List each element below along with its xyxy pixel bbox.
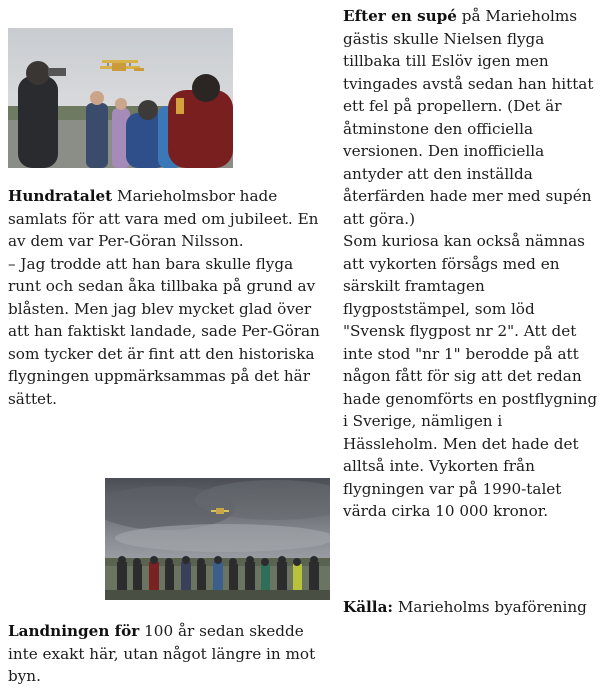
source-paragraph — [343, 596, 603, 619]
paragraph-landningen — [8, 620, 326, 688]
photo-crowd-airfield — [105, 478, 330, 600]
photo-spectators-biplane — [8, 28, 233, 168]
lead-text: på Marieholms gästis skulle Nielsen flyga tillbaka till Eslöv igen men tvingades avstå sedan han hittat ett fel på propellern. (Det är åtminstone den officiella versionen. Den inofficiella antyder att den inställda återfärden hade mer med supén att göra.) — [343, 7, 594, 228]
lead-bold: Efter en supé — [343, 7, 457, 25]
source-value: Marieholms byaförening — [393, 598, 587, 616]
paragraph-kuriosa: Som kuriosa kan också nämnas att vykorten försågs med en särskilt framtagen flygpoststämpel, som löd "Svensk flygpost nr 2". Att det inte stod "nr 1" berodde på att någon fått för sig att det redan hade genomförts en postflygning i Sverige, nämligen i Hässleholm. Men det hade det alltså inte. Vykorten från flygningen var på 1990-talet värda cirka 10 000 kronor. — [343, 232, 598, 520]
lead-text: Marieholmsbor hade samlats för att vara med om jubileet. En av dem var Per-Göran Nilsson. — [8, 187, 319, 250]
paragraph-hundratalet — [8, 185, 326, 253]
paragraph-efter-supe — [343, 5, 599, 230]
article-right-text — [343, 5, 599, 523]
article-left-bottom-text — [8, 620, 326, 688]
quote-paragraph: – Jag trodde att han bara skulle flyga runt och sedan åka tillbaka på grund av blåsten. Men jag blev mycket glad över att han faktiskt landade, sade Per-Göran som tycker det är fint att den historiska flygningen uppmärksammas på det här sättet. — [8, 254, 320, 408]
lead-bold: Landningen för — [8, 622, 140, 640]
article-left-text — [8, 185, 326, 410]
lead-bold: Hundratalet — [8, 187, 113, 205]
lead-text: 100 år sedan skedde inte exakt här, utan något längre in mot byn. — [8, 622, 316, 685]
source-credit — [343, 596, 603, 619]
source-label: Källa: — [343, 598, 394, 616]
